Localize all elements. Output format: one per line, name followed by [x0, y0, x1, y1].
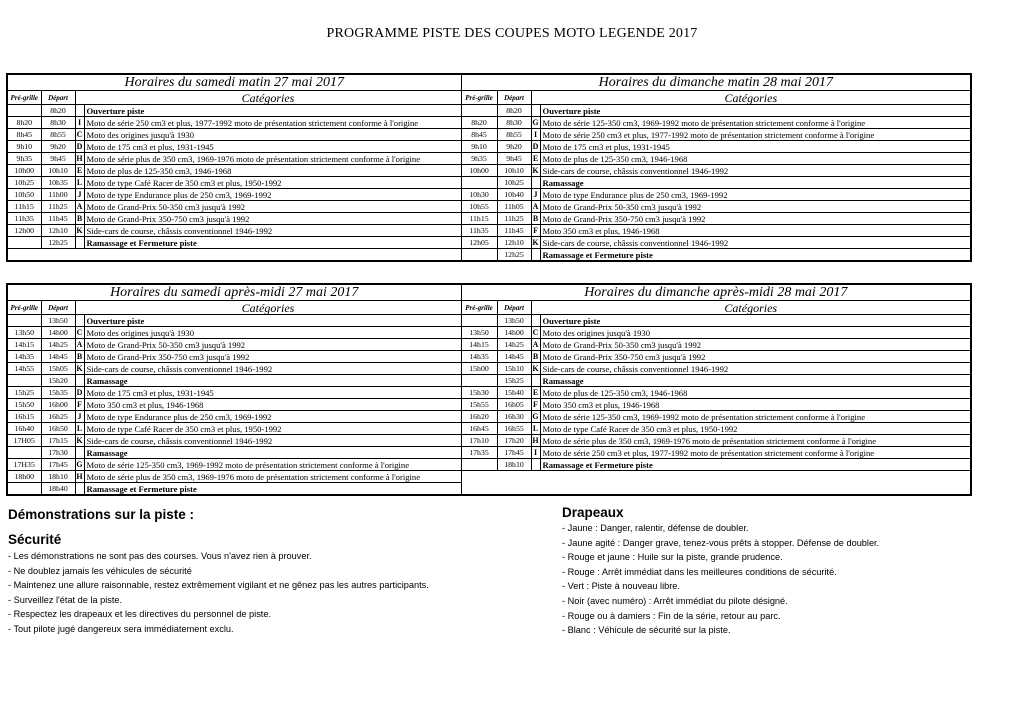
category-code	[531, 249, 540, 262]
category-code: H	[76, 153, 83, 163]
category-name: Ramassage	[540, 375, 971, 387]
table-row	[7, 153, 971, 165]
col-categories: Catégories	[531, 91, 971, 105]
pre-grille-time	[7, 483, 41, 496]
category-name: Moto de Grand-Prix 50-350 cm3 jusqu'à 1992	[540, 201, 971, 213]
depart-time: 10h40	[497, 189, 531, 201]
category-code: C	[532, 327, 539, 337]
sunday-morning-heading: Horaires du dimanche matin 28 mai 2017	[461, 74, 971, 91]
category-name: Moto de série 250 cm3 et plus, 1977-1992 moto de présentation strictement conforme à l'origine	[540, 447, 971, 459]
pre-grille-time	[7, 375, 41, 387]
category-name: Moto de 175 cm3 et plus, 1931-1945	[540, 141, 971, 153]
pre-grille-time: 13h50	[461, 327, 497, 339]
depart-time: 12h10	[41, 225, 75, 237]
category-code: G	[532, 117, 539, 127]
table-row	[7, 447, 971, 459]
category-code: F	[531, 399, 540, 411]
pre-grille-time: 16h15	[7, 411, 41, 423]
category-name: Moto de plus de 125-350 cm3, 1946-1968	[540, 387, 971, 399]
depart-time: 16h50	[41, 423, 75, 435]
pre-grille-time	[461, 459, 497, 471]
category-code	[531, 177, 540, 189]
category-code: I	[531, 129, 540, 141]
table-row	[7, 483, 971, 496]
pre-grille-time: 11h15	[461, 213, 497, 225]
list-item: - Blanc : Véhicule de sécurité sur la piste.	[562, 625, 731, 636]
pre-grille-time: 14h15	[7, 339, 41, 351]
depart-time: 15h20	[41, 375, 75, 387]
list-item: - Surveillez l'état de la piste.	[8, 594, 123, 605]
category-code: D	[76, 141, 83, 151]
category-code	[75, 315, 84, 327]
afternoon-schedule-table	[6, 283, 972, 496]
pre-grille-time	[7, 237, 41, 249]
category-name: Moto de série plus de 350 cm3, 1969-1976 moto de présentation strictement conforme à l'origine	[84, 471, 461, 483]
category-name: Moto de série 250 cm3 et plus, 1977-1992 moto de présentation strictement conforme à l'origine	[540, 129, 971, 141]
depart-time: 8h30	[41, 117, 75, 129]
depart-time: 10h35	[41, 177, 75, 189]
category-name: Moto des origines jusqu'à 1930	[540, 327, 971, 339]
pre-grille-time: 17H05	[7, 435, 41, 447]
category-code: B	[532, 213, 539, 223]
depart-time: 15h35	[41, 387, 75, 399]
depart-time: 18h10	[497, 459, 531, 471]
category-name: Moto de type Endurance plus de 250 cm3, 1969-1992	[84, 189, 461, 201]
col-depart: Départ	[41, 91, 75, 105]
table-row	[7, 459, 971, 471]
list-item: - Jaune : Danger, ralentir, défense de doubler.	[562, 523, 749, 533]
table-row	[7, 201, 971, 213]
list-item: - Jaune agité : Danger grave, tenez-vous prêts à stopper. Défense de doubler.	[562, 537, 880, 548]
pre-grille-time: 8h45	[7, 129, 41, 141]
pre-grille-time: 18h00	[7, 471, 41, 483]
category-name: Ramassage	[84, 447, 461, 459]
depart-time: 8h55	[41, 129, 75, 141]
col-categories: Catégories	[75, 301, 461, 315]
pre-grille-time: 8h20	[7, 117, 41, 129]
depart-time: 16h30	[497, 411, 531, 423]
depart-time: 11h45	[41, 213, 75, 225]
col-pre-grille: Pré-grille	[7, 91, 41, 105]
depart-time: 11h45	[497, 225, 531, 237]
category-name: Moto de plus de 125-350 cm3, 1946-1968	[540, 153, 971, 165]
depart-time: 9h45	[41, 153, 75, 165]
depart-time: 11h25	[497, 213, 531, 225]
table-row	[7, 339, 971, 351]
pre-grille-time: 11h15	[7, 201, 41, 213]
table-row	[7, 165, 971, 177]
depart-time: 10h25	[497, 177, 531, 189]
category-name: Moto 350 cm3 et plus, 1946-1968	[84, 399, 461, 411]
category-name: Moto de Grand-Prix 50-350 cm3 jusqu'à 1992	[540, 339, 971, 351]
category-name: Moto de Grand-Prix 50-350 cm3 jusqu'à 1992	[84, 201, 461, 213]
pre-grille-time: 13h50	[7, 327, 41, 339]
category-name: Side-cars de course, châssis conventionnel 1946-1992	[84, 435, 461, 447]
category-name: Moto de série 125-350 cm3, 1969-1992 moto de présentation strictement conforme à l'origine	[540, 411, 971, 423]
pre-grille-time: 11h35	[461, 225, 497, 237]
pre-grille-time: 10h00	[7, 165, 41, 177]
category-name: Moto de type Café Racer de 350 cm3 et plus, 1950-1992	[84, 423, 461, 435]
category-code	[75, 483, 84, 496]
category-code: A	[532, 201, 539, 211]
category-name: Moto de type Endurance plus de 250 cm3, 1969-1992	[84, 411, 461, 423]
table-row	[7, 411, 971, 423]
table-row	[7, 375, 971, 387]
category-code: C	[76, 129, 83, 139]
pre-grille-time: 9h35	[7, 153, 41, 165]
depart-time: 15h05	[41, 363, 75, 375]
col-pre-grille: Pré-grille	[461, 91, 497, 105]
category-code: B	[76, 351, 83, 361]
table-row	[7, 141, 971, 153]
depart-time: 16h05	[497, 399, 531, 411]
list-item: - Maintenez une allure raisonnable, restez extrêmement vigilant et ne gênez pas les autres participants.	[8, 580, 429, 591]
category-code: G	[76, 459, 83, 469]
list-item: - Les démonstrations ne sont pas des courses. Vous n'avez rien à prouver.	[8, 551, 312, 561]
list-item: - Noir (avec numéro) : Arrêt immédiat du pilote désigné.	[562, 595, 788, 606]
category-name: Moto 350 cm3 et plus, 1946-1968	[540, 225, 971, 237]
table-row	[7, 471, 971, 483]
category-code: L	[76, 177, 83, 187]
table-row	[7, 399, 971, 411]
pre-grille-time: 16h40	[7, 423, 41, 435]
securite-heading: Sécurité	[8, 532, 62, 547]
category-code: D	[76, 387, 83, 397]
category-code: K	[532, 165, 539, 175]
list-item: - Vert : Piste à nouveau libre.	[562, 581, 680, 592]
list-item: - Respectez les drapeaux et les directives du personnel de piste.	[8, 609, 272, 620]
pre-grille-time: 9h10	[461, 141, 497, 153]
category-code: C	[76, 327, 83, 337]
category-code: E	[532, 387, 539, 397]
category-code	[75, 105, 84, 117]
depart-time: 17h45	[497, 447, 531, 459]
category-code: K	[532, 363, 539, 373]
category-name: Ouverture piste	[540, 315, 971, 327]
table-row	[7, 423, 971, 435]
category-code	[75, 237, 84, 249]
depart-time: 17h30	[41, 447, 75, 459]
empty-cell	[7, 249, 461, 262]
pre-grille-time: 12h05	[461, 237, 497, 249]
category-code: E	[532, 153, 539, 163]
pre-grille-time: 10h55	[461, 201, 497, 213]
list-item: - Ne doublez jamais les véhicules de sécurité	[8, 565, 192, 576]
pre-grille-time	[461, 315, 497, 327]
depart-time: 11h00	[41, 189, 75, 201]
depart-time: 13h50	[497, 315, 531, 327]
category-name: Moto de série plus de 350 cm3, 1969-1976 moto de présentation strictement conforme à l'origine	[540, 435, 971, 447]
category-name: Moto de série 250 cm3 et plus, 1977-1992 moto de présentation strictement conforme à l'origine	[84, 117, 461, 129]
col-depart: Départ	[41, 301, 75, 315]
category-code: K	[76, 435, 83, 445]
category-code: J	[75, 189, 84, 201]
table-row	[7, 213, 971, 225]
pre-grille-time: 10h25	[7, 177, 41, 189]
table-row	[7, 177, 971, 189]
category-code: K	[76, 363, 83, 373]
securite-list	[8, 549, 429, 637]
category-name: Moto de Grand-Prix 350-750 cm3 jusqu'à 1992	[540, 213, 971, 225]
list-item: - Rouge ou à damiers : Fin de la série, retour au parc.	[562, 610, 781, 621]
category-name: Ramassage et Fermeture piste	[84, 483, 461, 496]
empty-cell	[461, 471, 971, 483]
list-item: - Rouge : Arrêt immédiat dans les meilleures conditions de sécurité.	[562, 566, 837, 577]
list-item: - Rouge et jaune : Huile sur la piste, grande prudence.	[562, 552, 783, 563]
drapeaux-list	[562, 521, 879, 638]
table-row	[7, 189, 971, 201]
morning-schedule-table	[6, 73, 972, 262]
pre-grille-time: 16h20	[461, 411, 497, 423]
depart-time: 13h50	[41, 315, 75, 327]
category-code: H	[532, 435, 539, 445]
saturday-morning-heading: Horaires du samedi matin 27 mai 2017	[7, 74, 461, 91]
pre-grille-time: 14h35	[461, 351, 497, 363]
category-code: B	[76, 213, 83, 223]
category-code: A	[76, 201, 83, 211]
empty-cell	[461, 483, 971, 496]
table-row	[7, 363, 971, 375]
category-name: Side-cars de course, châssis conventionnel 1946-1992	[540, 165, 971, 177]
category-name: Moto de type Café Racer de 350 cm3 et plus, 1950-1992	[540, 423, 971, 435]
category-name: Moto de 175 cm3 et plus, 1931-1945	[84, 387, 461, 399]
category-name: Ouverture piste	[540, 105, 971, 117]
pre-grille-time: 14h55	[7, 363, 41, 375]
category-code: B	[532, 351, 539, 361]
pre-grille-time: 14h15	[461, 339, 497, 351]
category-name: Ouverture piste	[84, 105, 461, 117]
table-row	[7, 237, 971, 249]
category-name: Side-cars de course, châssis conventionnel 1946-1992	[540, 363, 971, 375]
depart-time: 9h20	[41, 141, 75, 153]
depart-time: 12h10	[497, 237, 531, 249]
category-name: Moto de Grand-Prix 350-750 cm3 jusqu'à 1992	[84, 213, 461, 225]
category-name: Moto de Grand-Prix 350-750 cm3 jusqu'à 1992	[540, 351, 971, 363]
category-name: Moto de 175 cm3 et plus, 1931-1945	[84, 141, 461, 153]
category-name: Moto des origines jusqu'à 1930	[84, 327, 461, 339]
category-code: J	[75, 411, 84, 423]
pre-grille-time	[7, 105, 41, 117]
category-name: Moto de type Café Racer de 350 cm3 et plus, 1950-1992	[84, 177, 461, 189]
pre-grille-time: 15h50	[7, 399, 41, 411]
pre-grille-time	[461, 249, 497, 262]
pre-grille-time: 17h35	[461, 447, 497, 459]
depart-time: 12h25	[497, 249, 531, 262]
pre-grille-time: 14h35	[7, 351, 41, 363]
depart-time: 11h25	[41, 201, 75, 213]
col-depart: Départ	[497, 91, 531, 105]
pre-grille-time: 15h00	[461, 363, 497, 375]
pre-grille-time: 16h45	[461, 423, 497, 435]
depart-time: 16h55	[497, 423, 531, 435]
category-name: Moto de type Endurance plus de 250 cm3, 1969-1992	[540, 189, 971, 201]
pre-grille-time: 9h10	[7, 141, 41, 153]
depart-time: 14h45	[497, 351, 531, 363]
table-row	[7, 249, 971, 262]
list-item: - Tout pilote jugé dangereux sera immédiatement exclu.	[8, 623, 234, 634]
table-row	[7, 327, 971, 339]
category-code	[531, 315, 540, 327]
pre-grille-time: 15h25	[7, 387, 41, 399]
depart-time: 16h25	[41, 411, 75, 423]
pre-grille-time	[7, 447, 41, 459]
col-categories: Catégories	[75, 91, 461, 105]
saturday-afternoon-heading: Horaires du samedi après-midi 27 mai 2017	[7, 284, 461, 301]
pre-grille-time: 9h35	[461, 153, 497, 165]
category-code: K	[76, 225, 83, 235]
category-name: Ramassage	[84, 375, 461, 387]
pre-grille-time	[7, 315, 41, 327]
category-code: F	[75, 399, 84, 411]
category-code	[531, 375, 540, 387]
category-code	[531, 105, 540, 117]
depart-time: 14h00	[497, 327, 531, 339]
demonstrations-heading: Démonstrations sur la piste :	[8, 507, 195, 522]
category-name: Moto de plus de 125-350 cm3, 1946-1968	[84, 165, 461, 177]
category-code: E	[76, 165, 83, 175]
table-row	[7, 117, 971, 129]
category-code: G	[532, 411, 539, 421]
category-name: Ramassage et Fermeture piste	[540, 459, 971, 471]
depart-time: 15h10	[497, 363, 531, 375]
category-code: A	[76, 339, 83, 349]
depart-time: 10h10	[497, 165, 531, 177]
depart-time: 9h20	[497, 141, 531, 153]
category-code: K	[532, 237, 539, 247]
pre-grille-time	[461, 375, 497, 387]
depart-time: 14h45	[41, 351, 75, 363]
category-code: J	[531, 189, 540, 201]
col-depart: Départ	[497, 301, 531, 315]
pre-grille-time: 8h20	[461, 117, 497, 129]
category-name: Side-cars de course, châssis conventionnel 1946-1992	[84, 225, 461, 237]
category-name: Moto des origines jusqu'à 1930	[84, 129, 461, 141]
table-row	[7, 105, 971, 117]
table-row	[7, 435, 971, 447]
category-code: D	[532, 141, 539, 151]
category-name: Moto de série plus de 350 cm3, 1969-1976 moto de présentation strictement conforme à l'origine	[84, 153, 461, 165]
drapeaux-heading: Drapeaux	[562, 505, 624, 520]
col-pre-grille: Pré-grille	[7, 301, 41, 315]
table-row	[7, 225, 971, 237]
table-row	[7, 129, 971, 141]
depart-time: 8h20	[497, 105, 531, 117]
pre-grille-time	[461, 105, 497, 117]
pre-grille-time: 10h30	[461, 189, 497, 201]
category-code: L	[532, 423, 539, 433]
pre-grille-time: 8h45	[461, 129, 497, 141]
depart-time: 17h45	[41, 459, 75, 471]
category-name: Side-cars de course, châssis conventionnel 1946-1992	[84, 363, 461, 375]
depart-time: 8h30	[497, 117, 531, 129]
category-code	[75, 447, 84, 459]
page-title: PROGRAMME PISTE DES COUPES MOTO LEGENDE 2017	[326, 26, 698, 41]
depart-time: 15h40	[497, 387, 531, 399]
pre-grille-time: 17h10	[461, 435, 497, 447]
table-row	[7, 387, 971, 399]
depart-time: 18h40	[41, 483, 75, 496]
category-name: Moto de série 125-350 cm3, 1969-1992 moto de présentation strictement conforme à l'origine	[84, 459, 461, 471]
pre-grille-time	[461, 177, 497, 189]
category-code: H	[76, 471, 83, 481]
pre-grille-time: 15h30	[461, 387, 497, 399]
category-code: A	[532, 339, 539, 349]
category-name: Side-cars de course, châssis conventionnel 1946-1992	[540, 237, 971, 249]
col-categories: Catégories	[531, 301, 971, 315]
category-code	[531, 459, 540, 471]
category-name: Ouverture piste	[84, 315, 461, 327]
depart-time: 16h00	[41, 399, 75, 411]
depart-time: 14h25	[497, 339, 531, 351]
sunday-afternoon-heading: Horaires du dimanche après-midi 28 mai 2017	[461, 284, 971, 301]
pre-grille-time: 10h00	[461, 165, 497, 177]
pre-grille-time: 15h55	[461, 399, 497, 411]
table-row	[7, 351, 971, 363]
table-row	[7, 315, 971, 327]
category-code: L	[76, 423, 83, 433]
category-name: Moto de série 125-350 cm3, 1969-1992 moto de présentation strictement conforme à l'origine	[540, 117, 971, 129]
category-name: Moto de Grand-Prix 350-750 cm3 jusqu'à 1992	[84, 351, 461, 363]
depart-time: 17h15	[41, 435, 75, 447]
depart-time: 14h00	[41, 327, 75, 339]
pre-grille-time: 17H35	[7, 459, 41, 471]
category-name: Ramassage et Fermeture piste	[84, 237, 461, 249]
category-code: F	[531, 225, 540, 237]
category-name: Moto 350 cm3 et plus, 1946-1968	[540, 399, 971, 411]
depart-time: 10h10	[41, 165, 75, 177]
category-name: Ramassage	[540, 177, 971, 189]
depart-time: 17h20	[497, 435, 531, 447]
category-code: I	[75, 117, 84, 129]
category-code	[75, 375, 84, 387]
depart-time: 8h55	[497, 129, 531, 141]
depart-time: 15h25	[497, 375, 531, 387]
category-name: Ramassage et Fermeture piste	[540, 249, 971, 262]
depart-time: 9h45	[497, 153, 531, 165]
category-code: I	[531, 447, 540, 459]
depart-time: 14h25	[41, 339, 75, 351]
category-name: Moto de Grand-Prix 50-350 cm3 jusqu'à 1992	[84, 339, 461, 351]
col-pre-grille: Pré-grille	[461, 301, 497, 315]
depart-time: 12h25	[41, 237, 75, 249]
pre-grille-time: 11h35	[7, 213, 41, 225]
depart-time: 8h20	[41, 105, 75, 117]
depart-time: 18h10	[41, 471, 75, 483]
pre-grille-time: 10h50	[7, 189, 41, 201]
pre-grille-time: 12h00	[7, 225, 41, 237]
depart-time: 11h05	[497, 201, 531, 213]
